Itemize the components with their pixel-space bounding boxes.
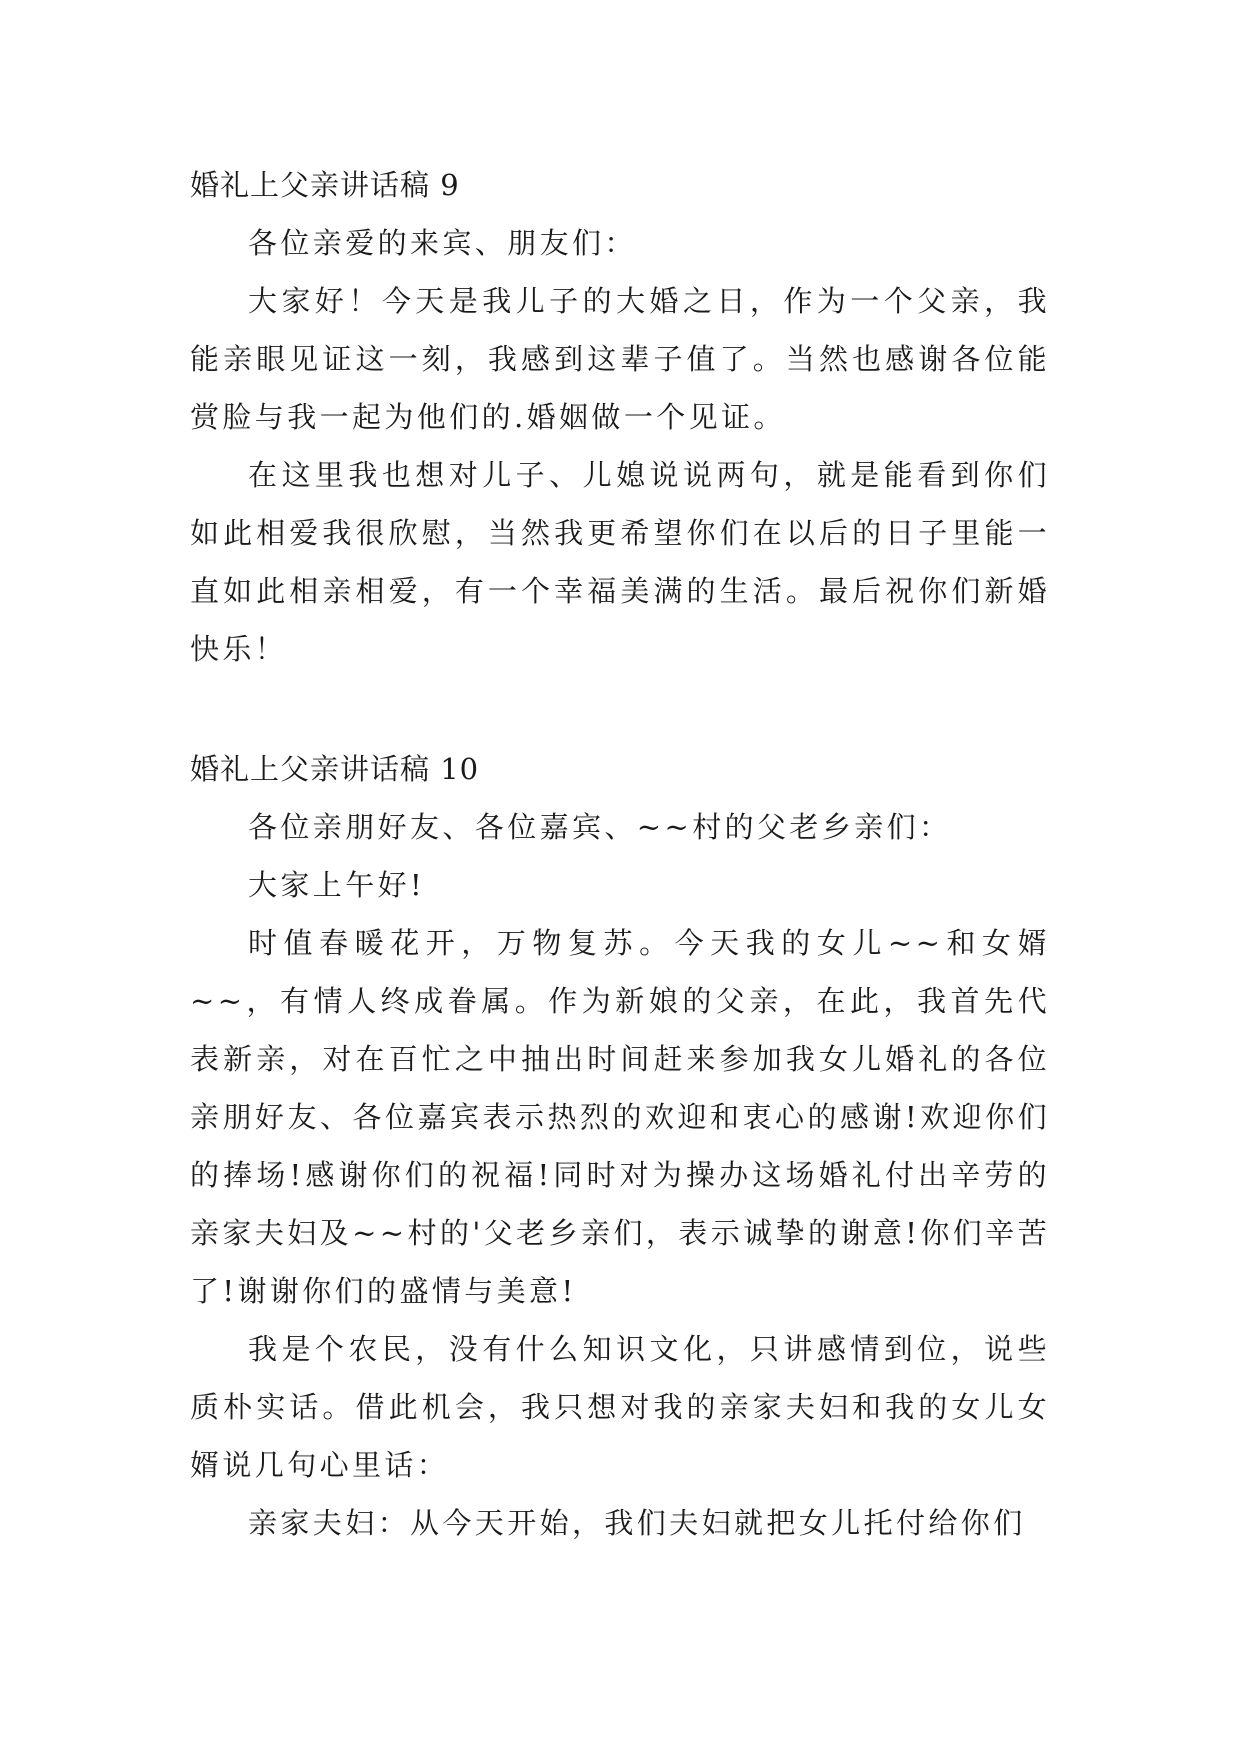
speech-section-10 [190, 740, 1050, 1552]
section-title: 婚礼上父亲讲话稿 10 [190, 752, 480, 786]
greeting-paragraph: 各位亲爱的来宾、朋友们： [248, 226, 637, 260]
greeting-paragraph: 各位亲朋好友、各位嘉宾、~~村的父老乡亲们： [248, 810, 952, 844]
section-title: 婚礼上父亲讲话稿 9 [190, 168, 460, 202]
body-paragraph: 时值春暖花开，万物复苏。今天我的女儿~~和女婿~~，有情人终成眷属。作为新娘的父亲，在此，我首先代表新亲，对在百忙之中抽出时间赶来参加我女儿婚礼的各位亲朋好友、各位嘉宾表示热烈的欢迎和衷心的感谢!欢迎你们的捧场!感谢你们的祝福!同时对为操办这场婚礼付出辛劳的亲家夫妇及~~村的'父老乡亲们，表示诚挚的谢意!你们辛苦了!谢谢你们的盛情与美意! [190, 926, 1050, 1308]
body-paragraph: 我是个农民，没有什么知识文化，只讲感情到位，说些质朴实话。借此机会，我只想对我的亲家夫妇和我的女儿女婿说几句心里话： [190, 1332, 1050, 1482]
body-paragraph: 大家好！今天是我儿子的大婚之日，作为一个父亲，我能亲眼见证这一刻，我感到这辈子值了。当然也感谢各位能赏脸与我一起为他们的.婚姻做一个见证。 [190, 284, 1050, 434]
body-paragraph: 在这里我也想对儿子、儿媳说说两句，就是能看到你们如此相爱我很欣慰，当然我更希望你们在以后的日子里能一直如此相亲相爱，有一个幸福美满的生活。最后祝你们新婚快乐！ [190, 458, 1050, 666]
body-paragraph: 亲家夫妇：从今天开始，我们夫妇就把女儿托付给你们 [248, 1506, 1026, 1540]
greeting-paragraph: 大家上午好! [248, 868, 426, 902]
speech-section-9 [190, 156, 1050, 678]
